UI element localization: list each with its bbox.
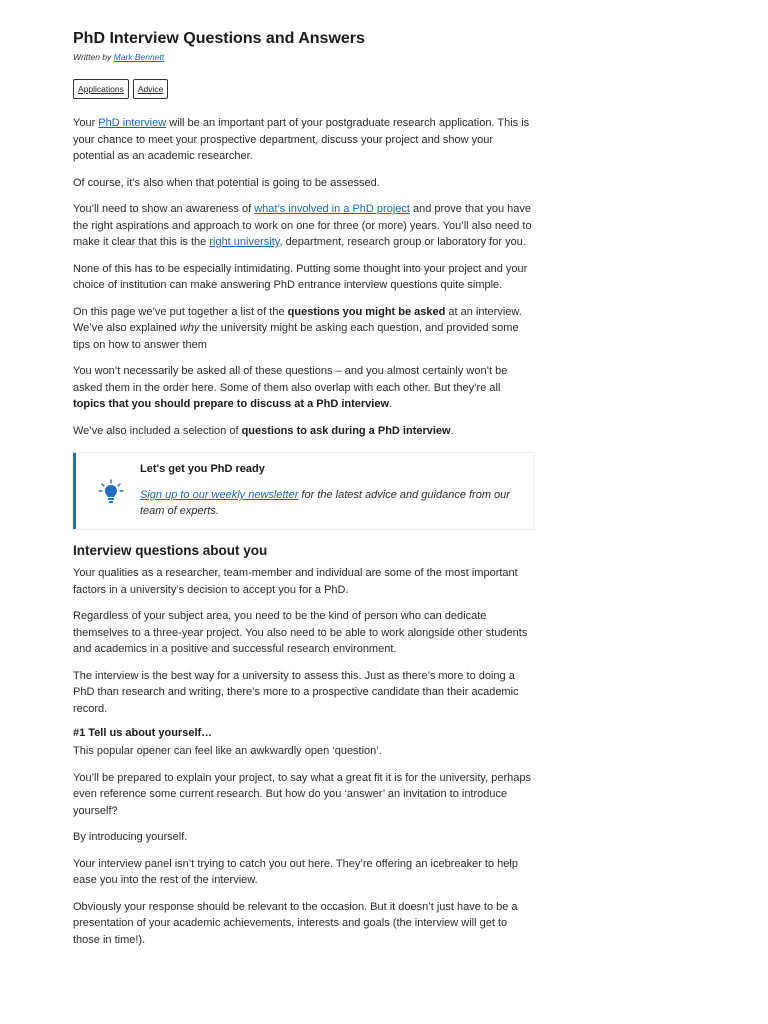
bold-text: questions to ask during a PhD interview (241, 424, 451, 437)
newsletter-signup-link[interactable]: Sign up to our weekly newsletter (140, 489, 299, 501)
question-paragraph-5: Obviously your response should be relevant to the occasion. But it doesn’t just have to be a presentation of your academic achievements, interests and goals (the interview will get to those in time!). (73, 900, 518, 946)
text: You won’t necessarily be asked all of these questions – and you almost certainly won’t be asked them in the order here. Some of them also overlap with each other. But they’re all (73, 365, 508, 394)
text: the university might be asking each question, and provided some tips on how to answer them (73, 322, 519, 351)
section-paragraph-3: The interview is the best way for a university to assess this. Just as there’s more to doing a PhD than research and writing, there’s more to a prospective candidate than their academic record. (73, 669, 519, 715)
question-heading: #1 Tell us about yourself… (73, 727, 213, 739)
text: for the latest advice and guidance from our team of experts. (140, 489, 510, 517)
text: . (389, 398, 393, 410)
intro-paragraph-1 (73, 115, 533, 165)
question-paragraph-2: You’ll be prepared to explain your project, to say what a great fit it is for the university, perhaps even reference some current research. But how do you ‘answer’ an invitation to introduce yourself? (73, 771, 531, 817)
tag-applications[interactable]: Applications (73, 79, 129, 99)
bold-text: topics that you should prepare to discuss at a PhD interview (73, 398, 390, 410)
intro-paragraph-7 (73, 423, 533, 440)
tag-list (73, 79, 533, 99)
section-paragraph-2: Regardless of your subject area, you need to be the kind of person who can dedicate themselves to a three-year project. You also need to be able to work alongside other students and academics in a positive and successful research environment. (73, 610, 528, 655)
section-heading: Interview questions about you (73, 543, 268, 558)
text: and prove that you have the right aspirations and approach to work on one for three (or more) years. You’ll also need to make it clear that this is the (73, 203, 532, 248)
callout-text (140, 487, 510, 519)
right-university-link[interactable]: right university (209, 236, 280, 248)
byline (73, 52, 533, 62)
tag-advice[interactable]: Advice (133, 79, 169, 99)
italic-text: why (179, 322, 200, 334)
text: at an interview. We’ve also explained (73, 305, 522, 334)
intro-paragraph-3 (73, 201, 533, 251)
intro-paragraph-5 (73, 304, 533, 354)
phd-project-link[interactable]: what’s involved in a PhD project (254, 203, 410, 215)
intro-paragraph-2: Of course, it’s also when that potential is going to be assessed. (73, 176, 380, 189)
callout-title: Let's get you PhD ready (140, 463, 265, 475)
text: Your (73, 117, 99, 129)
text: , department, research group or laboratory for you. (279, 236, 526, 248)
text: On this page we’ve put together a list of the (73, 305, 288, 318)
intro-paragraph-6 (73, 363, 533, 413)
byline-prefix: Written by (73, 52, 112, 62)
question-paragraph-1: This popular opener can feel like an awkwardly open ‘question’. (73, 745, 382, 757)
article (73, 30, 533, 958)
lightbulb-icon (98, 479, 124, 505)
question-paragraph-4: Your interview panel isn’t trying to catch you out here. They’re offering an icebreaker to help ease you into the rest of the interview. (73, 857, 518, 886)
phd-interview-link[interactable]: PhD interview (98, 117, 167, 129)
text: will be an important part of your postgraduate research application. This is your chance to meet your prospective department, discuss your project and show your potential as an academic researcher. (73, 117, 530, 162)
text: You’ll need to show an awareness of (73, 203, 255, 215)
intro-paragraph-4: None of this has to be especially intimidating. Putting some thought into your project and your choice of institution can make answering PhD entrance interview questions quite simple. (73, 262, 528, 291)
section-paragraph-1: Your qualities as a researcher, team-member and individual are some of the most important factors in a university’s decision to accept you for a PhD. (73, 567, 518, 596)
text: . (450, 424, 454, 437)
question-paragraph-3: By introducing yourself. (73, 831, 188, 843)
article-title: PhD Interview Questions and Answers (73, 30, 365, 47)
author-link[interactable]: Mark Bennett (113, 52, 165, 62)
text: We’ve also included a selection of (73, 424, 242, 437)
bold-text: questions you might be asked (287, 305, 446, 318)
newsletter-callout (73, 453, 534, 529)
